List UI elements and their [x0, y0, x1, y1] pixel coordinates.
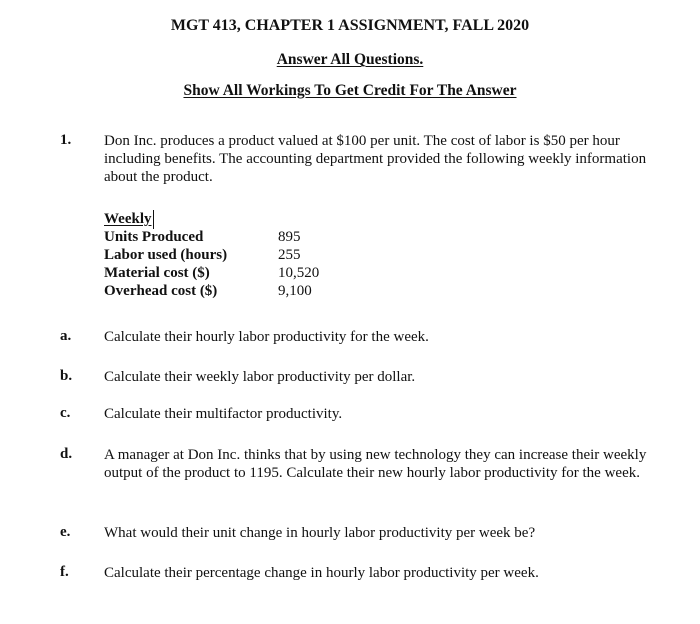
- instruction-answer-all-text: Answer All Questions.: [276, 51, 424, 68]
- part-text-c: Calculate their multifactor productivity.: [104, 406, 343, 422]
- row-label: Labor used (hours): [104, 247, 228, 263]
- part-text-b: Calculate their weekly labor productivity per dollar.: [104, 369, 416, 385]
- part-text-f: Calculate their percentage change in hourly labor productivity per week.: [104, 565, 539, 581]
- part-letter-a: a.: [60, 328, 72, 344]
- document-title: MGT 413, CHAPTER 1 ASSIGNMENT, FALL 2020: [170, 17, 530, 34]
- part-letter-f: f.: [60, 564, 69, 580]
- row-value: 9,100: [278, 283, 312, 299]
- part-text-a: Calculate their hourly labor productivity for the week.: [104, 329, 429, 345]
- row-label: Material cost ($): [104, 265, 210, 281]
- instruction-answer-all: [0, 51, 700, 69]
- row-value: 10,520: [278, 265, 320, 281]
- row-label: Units Produced: [104, 229, 204, 245]
- question-text: Don Inc. produces a product valued at $100 per unit. The cost of labor is $50 per hour including benefits. The accounting department provided the following weekly information about the product.: [104, 133, 647, 185]
- question-number: 1.: [60, 132, 72, 148]
- instruction-show-workings: [0, 82, 700, 100]
- weekly-heading: Weekly: [104, 211, 152, 227]
- part-text-d: A manager at Don Inc. thinks that by using new technology they can increase their weekly output of the product to 1195. Calculate their new hourly labor productivity for the week.: [104, 447, 647, 481]
- row-value: 255: [278, 247, 301, 263]
- part-letter-b: b.: [60, 368, 73, 384]
- part-text-e: What would their unit change in hourly labor productivity per week be?: [104, 525, 536, 541]
- part-letter-d: d.: [60, 446, 73, 462]
- row-label: Overhead cost ($): [104, 283, 218, 299]
- row-value: 895: [278, 229, 301, 245]
- instruction-show-workings-text: Show All Workings To Get Credit For The Answer: [183, 82, 517, 99]
- part-letter-c: c.: [60, 405, 71, 421]
- part-letter-e: e.: [60, 524, 71, 540]
